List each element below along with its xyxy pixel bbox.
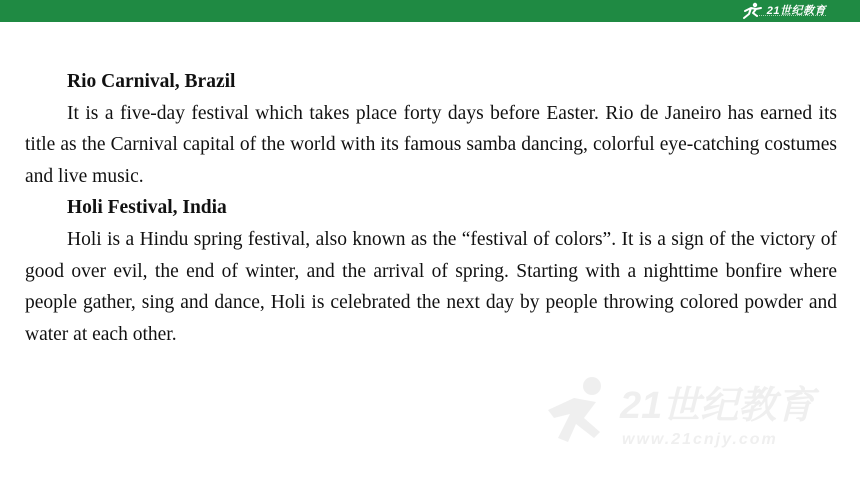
section-heading-rio: Rio Carnival, Brazil	[67, 71, 236, 92]
watermark-logo	[540, 372, 830, 452]
header-bar	[0, 0, 860, 22]
section-heading-holi: Holi Festival, India	[67, 197, 227, 219]
section-body-rio: It is a five-day festival which takes place forty days before Easter. Rio de Janeiro has earned its title as the Carnival capital of the world with its famous samba dancing, colorful eye-catching costumes and live music.	[25, 102, 837, 187]
logo-text: 21世纪教育	[766, 5, 826, 17]
watermark-text: 21世纪教育	[620, 385, 815, 427]
logo-underline	[756, 15, 826, 19]
section-body-holi: Holi is a Hindu spring festival, also known as the “festival of colors”. It is a sign of the victory of good over evil, the end of winter, and the arrival of spring. Starting with a nighttime bonfire where people gather, sing and dance, Holi is celebrated the next day by people throwing colored powder and water at each other.	[25, 228, 837, 345]
document-body	[25, 66, 837, 350]
watermark-url: www.21cnjy.com	[622, 431, 778, 448]
